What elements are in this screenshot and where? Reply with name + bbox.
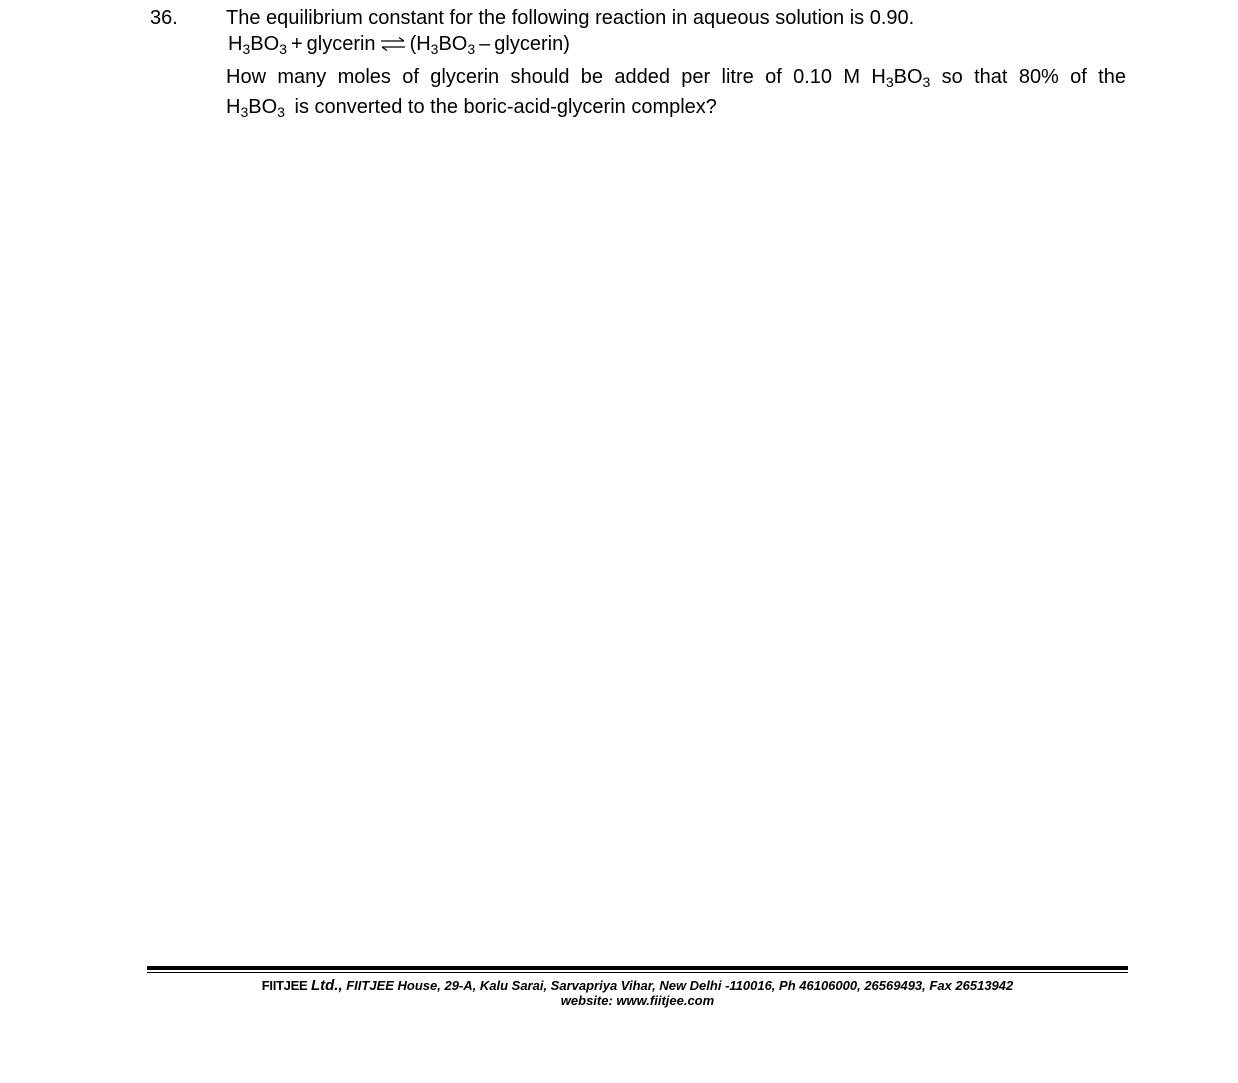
footer-rule bbox=[147, 966, 1128, 970]
equilibrium-arrow-icon bbox=[380, 33, 406, 57]
dash-sign: – bbox=[479, 33, 491, 55]
footer-brand: FIITJEE bbox=[261, 978, 308, 993]
formula-part: H bbox=[226, 96, 241, 118]
question-text: so that 80% of the bbox=[941, 66, 1126, 88]
boric-acid-formula bbox=[871, 66, 930, 88]
footer-ltd: Ltd., bbox=[310, 977, 343, 994]
formula-subscript: 3 bbox=[242, 41, 251, 57]
formula-part: (H bbox=[409, 33, 431, 55]
footer-address-line bbox=[147, 978, 1128, 993]
question-text: How many moles of glycerin should be added per litre of 0.10 M bbox=[226, 66, 861, 88]
formula-part: BO bbox=[893, 66, 923, 88]
formula-subscript: 3 bbox=[430, 41, 439, 57]
formula-subscript: 3 bbox=[922, 74, 931, 90]
formula-part: BO bbox=[438, 33, 468, 55]
formula-subscript: 3 bbox=[467, 41, 476, 57]
question-line-1 bbox=[226, 65, 1126, 89]
question-text: is converted to the boric-acid-glycerin complex? bbox=[294, 96, 717, 118]
footer-address: FIITJEE House, 29-A, Kalu Sarai, Sarvapriya Vihar, New Delhi -110016, Ph 46106000, 26569493, Fax 26513942 bbox=[346, 978, 1014, 993]
formula-subscript: 3 bbox=[279, 41, 287, 57]
formula-part: H bbox=[228, 33, 243, 55]
boric-acid-formula bbox=[226, 96, 285, 118]
footer-website: website: www.fiitjee.com bbox=[560, 993, 715, 1008]
reaction-equation bbox=[228, 32, 1126, 57]
formula-subscript: 3 bbox=[885, 74, 894, 90]
question-body bbox=[226, 6, 1126, 119]
footer-rule-thin bbox=[147, 972, 1128, 973]
question-number: 36. bbox=[150, 7, 178, 29]
question-intro: The equilibrium constant for the following reaction in aqueous solution is 0.90. bbox=[226, 7, 915, 29]
product-complex bbox=[410, 33, 570, 55]
formula-part: BO bbox=[248, 96, 278, 118]
formula-subscript: 3 bbox=[240, 104, 249, 120]
formula-part: H bbox=[871, 66, 886, 88]
question-line-2 bbox=[226, 95, 1126, 119]
plus-sign: + bbox=[290, 33, 303, 55]
reactant-boric-acid bbox=[228, 33, 287, 55]
formula-part: BO bbox=[250, 33, 280, 55]
page-footer bbox=[147, 978, 1128, 1008]
formula-part: glycerin) bbox=[494, 33, 570, 55]
formula-subscript: 3 bbox=[277, 104, 285, 120]
reactant-glycerin: glycerin bbox=[306, 33, 376, 55]
